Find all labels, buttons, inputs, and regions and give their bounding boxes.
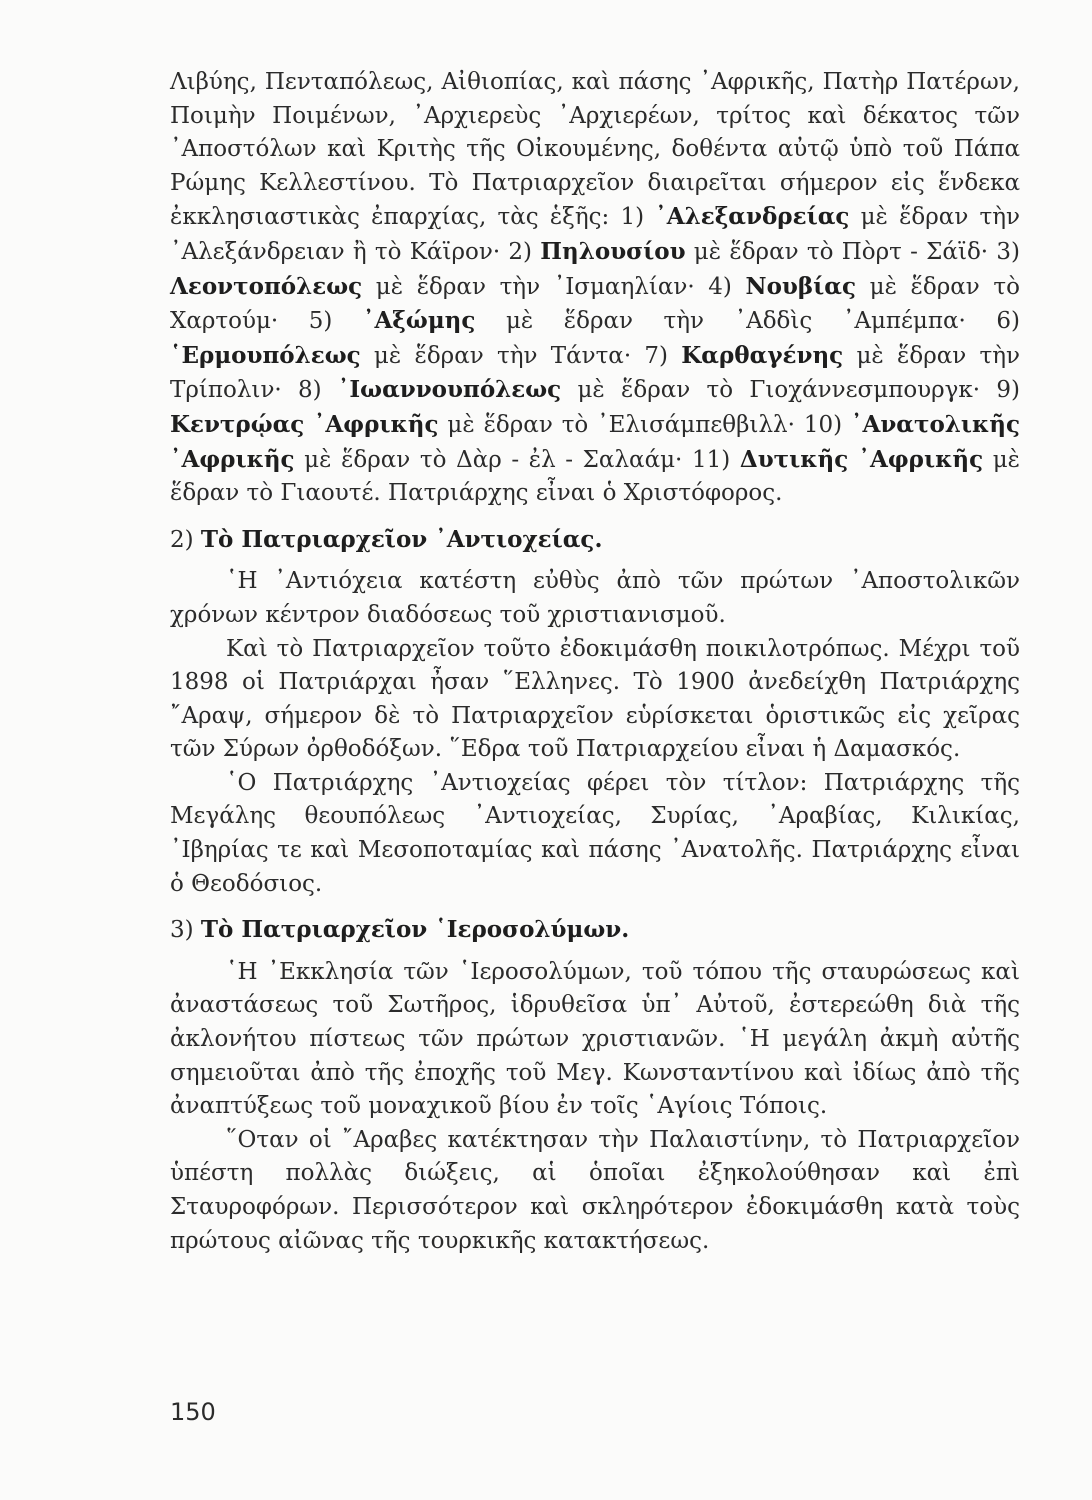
paragraph-eparchies: Λιβύης, Πενταπόλεως, Αἰθιοπίας, καὶ πάσης ᾿Αφρικῆς, Πατὴρ Πατέρων, Ποιμὴν Ποιμένων, ᾿Αρχιερεὺς ᾿Αρχιερέων, τρίτος καὶ δέκατος τῶν ᾿Αποστόλων καὶ Κριτὴς τῆς Οἰκουμένης, δοθέντα αὐτῷ ὑπὸ τοῦ Πάπα Ρώμης Κελλεστίνου. Τὸ Πατριαρχεῖον διαιρεῖται σήμερον εἰς ἕνδεκα ἐκκλησιαστικὰς ἐπαρχίας, τὰς ἑξῆς: 1) ᾿Αλεξανδρείας μὲ ἕδραν τὴν ᾿Αλεξάνδρειαν ἢ τὸ Κάϊρον· 2) Πηλουσίου μὲ ἕδραν τὸ Πὸρτ - Σάϊδ· 3) Λεοντοπόλεως μὲ ἕδραν τὴν ᾿Ισμαηλίαν· 4) Νουβίας μὲ ἕδραν τὸ Χαρτούμ· 5) ᾿Αξώμης μὲ ἕδραν τὴν ᾿Αδδὶς ᾿Αμπέμπα· 6) ῾Ερμουπόλεως μὲ ἕδραν τὴν Τάντα· 7) Καρθαγένης μὲ ἕδραν τὴν Τρίπολιν· 8) ᾿Ιωαννουπόλεως μὲ ἕδραν τὸ Γιοχάννεσμπουργκ· 9) Κεντρῴας ᾿Αφρικῆς μὲ ἕδραν τὸ ᾿Ελισάμπεθβιλλ· 10) ᾿Ανατολικῆς ᾿Αφρικῆς μὲ ἕδραν τὸ Δὰρ - ἐλ - Σαλαάμ· 11) Δυτικῆς ᾿Αφρικῆς μὲ ἕδραν τὸ Γιαουτέ. Πατριάρχης εἶναι ὁ Χριστόφορος. (170, 69, 1021, 507)
eparchy-name: ῾Ερμουπόλεως (170, 341, 361, 369)
paragraph: ῾Η ᾿Αντιόχεια κατέστη εὐθὺς ἀπὸ τῶν πρώτων ᾿Αποστολικῶν χρόνων κέντρον διαδόσεως τοῦ χριστιανισμοῦ. (170, 568, 1020, 628)
eparchy-name: Πηλουσίου (540, 237, 686, 265)
eparchy-name: Δυτικῆς ᾿Αφρικῆς (739, 445, 984, 473)
paragraph: ῞Οταν οἱ ῎Αραβες κατέκτησαν τὴν Παλαιστίνην, τὸ Πατριαρχεῖον ὑπέστη πολλὰς διώξεις, αἱ ὁποῖαι ἐξηκολούθησαν καὶ ἐπὶ Σταυροφόρων. Περισσότερον καὶ σκληρότερον ἐδοκιμάσθη κατὰ τοὺς πρώτους αἰῶνας τῆς τουρκικῆς κατακτήσεως. (170, 1126, 1020, 1254)
eparchy-name: ᾿Αξώμης (362, 307, 476, 335)
paragraph: Καὶ τὸ Πατριαρχεῖον τοῦτο ἐδοκιμάσθη ποικιλοτρόπως. Μέχρι τοῦ 1898 οἱ Πατριάρχαι ἦσαν ῞Ελληνες. Τὸ 1900 ἀνεδείχθη Πατριάρχης ῎Αραψ, σήμερον δὲ τὸ Πατριαρχεῖον εὑρίσκεται ὁριστικῶς εἰς χεῖρας τῶν Σύρων ὀρθοδόξων. ῞Εδρα τοῦ Πατριαρχείου εἶναι ἡ Δαμασκός. (170, 635, 1020, 763)
paragraph: ῾Η ᾿Εκκλησία τῶν ῾Ιεροσολύμων, τοῦ τόπου τῆς σταυρώσεως καὶ ἀναστάσεως τοῦ Σωτῆρος, ἱδρυθεῖσα ὑπ᾿ Αὐτοῦ, ἐστερεώθη διὰ τῆς ἀκλονήτου πίστεως τῶν πρώτων χριστιανῶν. ῾Η μεγάλη ἀκμὴ αὐτῆς σημειοῦται ἀπὸ τῆς ἐποχῆς τοῦ Μεγ. Κωνσταντίνου καὶ ἰδίως ἀπὸ τῆς ἀναπτύξεως τοῦ μοναχικοῦ βίου ἐν τοῖς ῾Αγίοις Τόποις. (170, 958, 1020, 1120)
eparchy-name: ᾿Ανατολικῆς ᾿Αφρικῆς (170, 410, 1021, 473)
eparchy-name: Νουβίας (745, 272, 856, 300)
eparchy-name: Κεντρῴας ᾿Αφρικῆς (170, 410, 439, 438)
eparchy-name: ᾿Ιωαννουπόλεως (337, 376, 562, 404)
section-heading-antioch: 2) Τὸ Πατριαρχεῖον ᾿Αντιοχείας. (170, 525, 603, 553)
paragraph: ῾Ο Πατριάρχης ᾿Αντιοχείας φέρει τὸν τίτλον: Πατριάρχης τῆς Μεγάλης θεουπόλεως ᾿Αντιοχείας, Συρίας, ᾿Αραβίας, Κιλικίας, ᾿Ιβηρίας τε καὶ Μεσοποταμίας καὶ πάσης ᾿Ανατολῆς. Πατριάρχης εἶναι ὁ Θεοδόσιος. (170, 769, 1020, 897)
page-number: 150 (170, 1398, 216, 1426)
eparchy-name: Λεοντοπόλεως (170, 272, 363, 300)
eparchy-name: Καρθαγένης (681, 341, 844, 369)
section-heading-jerusalem: 3) Τὸ Πατριαρχεῖον ῾Ιεροσολύμων. (170, 916, 630, 944)
page-body (170, 66, 1020, 1258)
eparchy-name: ᾿Αλεξανδρείας (655, 203, 850, 231)
